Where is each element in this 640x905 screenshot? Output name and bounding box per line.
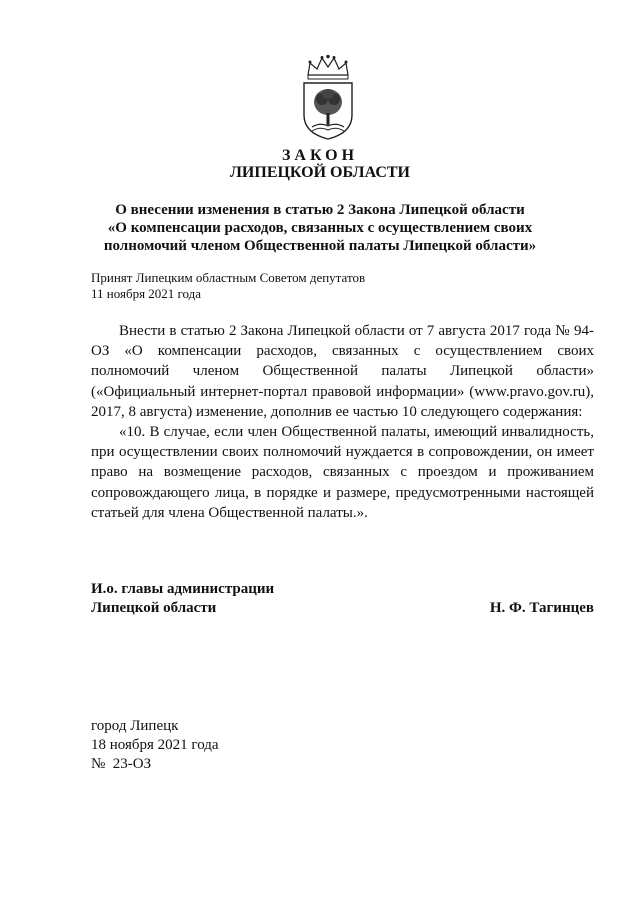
document-footer [91,717,219,774]
footer-number: № 23-ОЗ [91,756,152,772]
adopted-date: 11 ноября 2021 года [91,286,202,301]
region-title: ЛИПЕЦКОЙ ОБЛАСТИ [230,164,410,181]
heading-line: О внесении изменения в статью 2 Закона Липецкой области [115,202,525,218]
heading-line: полномочий членом Общественной палаты Липецкой области» [103,238,537,254]
footer-city: город Липецк [91,718,179,734]
law-title: ЗАКОН [281,147,359,164]
heading-line: «О компенсации расходов, связанных с осуществлением своих [107,220,533,236]
footer-date: 18 ноября 2021 года [91,737,219,753]
document-heading [90,201,550,255]
document-body [91,321,594,523]
signatory-position: И.о. главы администрации [91,581,275,597]
signatory-region: Липецкой области [91,600,217,616]
adoption-info [91,270,365,302]
signature-block [91,580,594,618]
adopted-by: Принят Липецким областным Советом депутатов [91,270,366,285]
coat-of-arms-icon [298,55,358,141]
body-paragraph: «10. В случае, если член Общественной палаты, имеющий инвалидность, при осуществлении своих полномочий нуждается в сопровождении, он имеет право на возмещение расходов, связанных с проездом и проживанием сопровождающего лица, в порядке и размере, предусмотренными настоящей статьей для члена Общественной палаты.». [91,424,594,521]
signatory-name: Н. Ф. Тагинцев [489,600,594,616]
signatory-row [91,599,594,618]
body-paragraph: Внести в статью 2 Закона Липецкой области от 7 августа 2017 года № 94-ОЗ «О компенсации расходов, связанных с осуществлением своих полномочий членом Общественной палаты Липецкой области» («Официальный интернет-портал правовой информации» (www.pravo.gov.ru), 2017, 8 августа) изменение, дополнив ее частью 10 следующего содержания: [91,323,594,420]
